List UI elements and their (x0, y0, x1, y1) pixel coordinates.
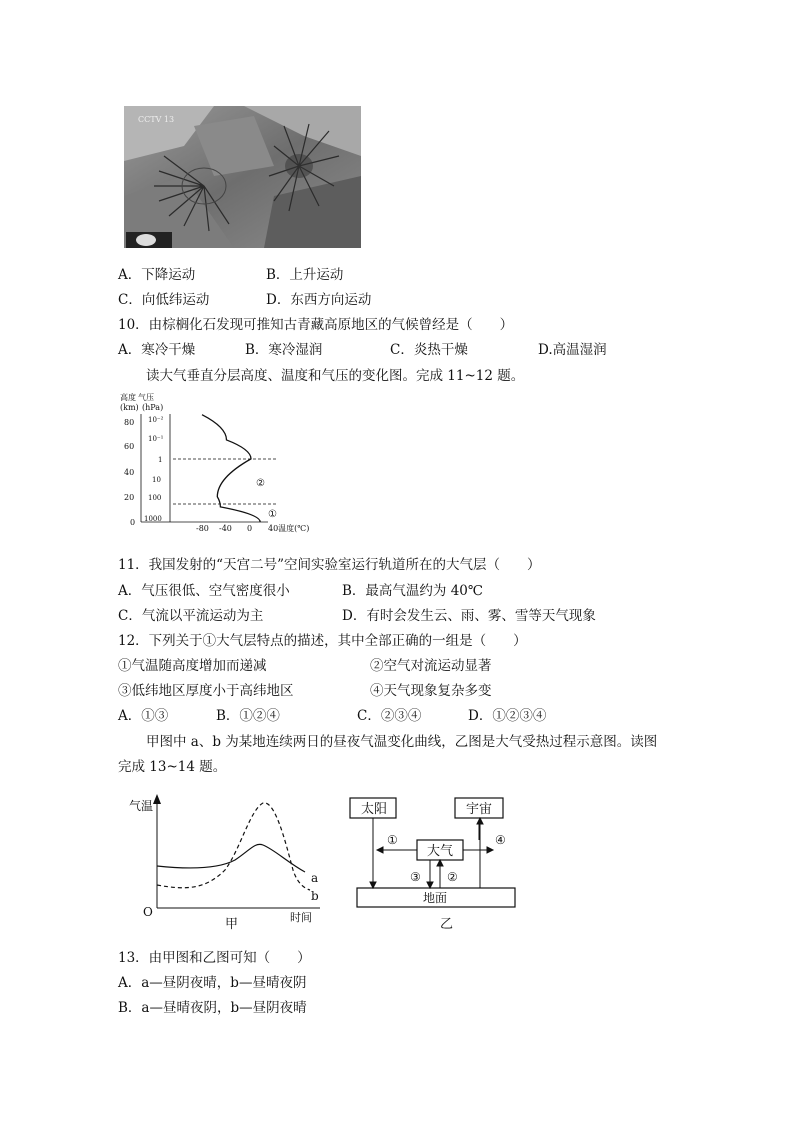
yi-caption: 乙 (440, 917, 454, 932)
jia-temperature-curves (125, 790, 335, 935)
intro-11-12: 读大气垂直分层高度、温度和气压的变化图。完成 11~12 题。 (146, 368, 525, 384)
yi-space: 宇宙 (466, 802, 493, 817)
temp-axis-label: 40温度(℃) (268, 524, 310, 533)
jia-curve-b (157, 803, 310, 890)
q13-stem: 13．由甲图和乙图可知（ ） (118, 950, 311, 966)
pressure-tick-1: 1 (158, 456, 163, 464)
palm-fossil-photo (124, 106, 361, 248)
q9-option-a: A．下降运动 (118, 267, 196, 283)
q9-option-c: C．向低纬运动 (118, 292, 210, 308)
pressure-tick-100: 100 (148, 494, 162, 502)
height-tick-20: 20 (124, 493, 135, 502)
temp-tick-minus40: -40 (219, 524, 232, 533)
jia-caption: 甲 (225, 917, 239, 932)
q11-option-c: C．气流以平流运动为主 (118, 608, 264, 624)
q11-option-b: B．最高气温约为 40℃ (342, 583, 483, 599)
q13-option-a: A．a—昼阴夜晴，b—昼晴夜阴 (118, 975, 307, 991)
yi-heating-diagram (345, 792, 525, 937)
yi-atmosphere: 大气 (427, 844, 454, 859)
intro-13-14-line1: 甲图中 a、b 为某地连续两日的昼夜气温变化曲线，乙图是大气受热过程示意图。读图 (146, 734, 658, 750)
q11-stem: 11．我国发射的“天宫二号”空间实验室运行轨道所在的大气层（ ） (118, 557, 541, 573)
q10-option-d: D.高温湿润 (538, 342, 607, 358)
height-tick-40: 40 (124, 468, 135, 477)
pressure-axis-unit: (hPa) (142, 403, 164, 412)
q10-option-a: A．寒冷干燥 (118, 342, 196, 358)
q10-stem: 10．由棕榈化石发现可推知古青藏高原地区的气候曾经是（ ） (118, 317, 514, 333)
q9-option-d: D．东西方向运动 (266, 292, 372, 308)
height-axis-unit: (km) (120, 403, 139, 412)
jia-y-arrow (153, 794, 161, 804)
q12-statement-3: ③低纬地区厚度小于高纬地区 (118, 683, 294, 699)
atmosphere-layer-chart (118, 390, 338, 540)
q12-option-c: C．②③④ (357, 708, 422, 724)
q12-statement-1: ①气温随高度增加而递减 (118, 658, 267, 674)
layer-label-stratosphere: ② (256, 478, 265, 489)
temperature-curve (202, 415, 260, 522)
intro-13-14-line2: 完成 13~14 题。 (118, 759, 227, 775)
height-tick-0: 0 (130, 518, 136, 527)
height-tick-60: 60 (124, 442, 135, 451)
q10-option-b: B．寒冷湿润 (245, 342, 323, 358)
pressure-tick-1e-1: 10⁻¹ (148, 435, 164, 443)
q11-option-a: A．气压很低、空气密度很小 (118, 583, 290, 599)
yi-arrow4-label: ④ (495, 833, 506, 847)
temp-tick-minus80: -80 (196, 524, 209, 533)
q12-option-d: D．①②③④ (468, 708, 547, 724)
pressure-tick-1e-2: 10⁻² (148, 416, 164, 424)
pressure-tick-10: 10 (152, 476, 161, 484)
jia-origin: O (143, 905, 153, 919)
yi-arrow2-label: ② (447, 870, 458, 884)
height-tick-80: 80 (124, 418, 135, 427)
yi-arrow1-label: ① (387, 833, 398, 847)
q12-stem: 12．下列关于①大气层特点的描述，其中全部正确的一组是（ ） (118, 633, 527, 649)
q12-statement-2: ②空气对流运动显著 (370, 658, 492, 674)
height-axis-label: 高度 (120, 393, 136, 402)
jia-ylabel: 气温 (129, 799, 154, 813)
jia-label-a: a (311, 871, 319, 885)
q12-option-a: A．①③ (118, 708, 169, 724)
jia-xlabel: 时间 (290, 911, 312, 924)
q11-option-d: D．有时会发生云、雨、雾、雪等天气现象 (342, 608, 596, 624)
yi-arrow3-label: ③ (410, 870, 421, 884)
temp-tick-0: 0 (247, 524, 253, 533)
yi-sun: 太阳 (361, 802, 388, 817)
q13-option-b: B．a—昼晴夜阴，b—昼阴夜晴 (118, 1000, 307, 1016)
jia-label-b: b (311, 889, 319, 903)
yi-ground: 地面 (423, 891, 448, 905)
q12-option-b: B．①②④ (216, 708, 280, 724)
q10-option-c: C．炎热干燥 (390, 342, 468, 358)
pressure-tick-1000: 1000 (144, 515, 162, 523)
q9-option-b: B．上升运动 (266, 267, 344, 283)
layer-label-troposphere: ① (268, 509, 277, 520)
jia-curve-a (157, 844, 305, 872)
q12-statement-4: ④天气现象复杂多变 (370, 683, 492, 699)
photo-watermark: CCTV 13 (138, 115, 175, 124)
pressure-axis-label: 气压 (138, 393, 154, 402)
